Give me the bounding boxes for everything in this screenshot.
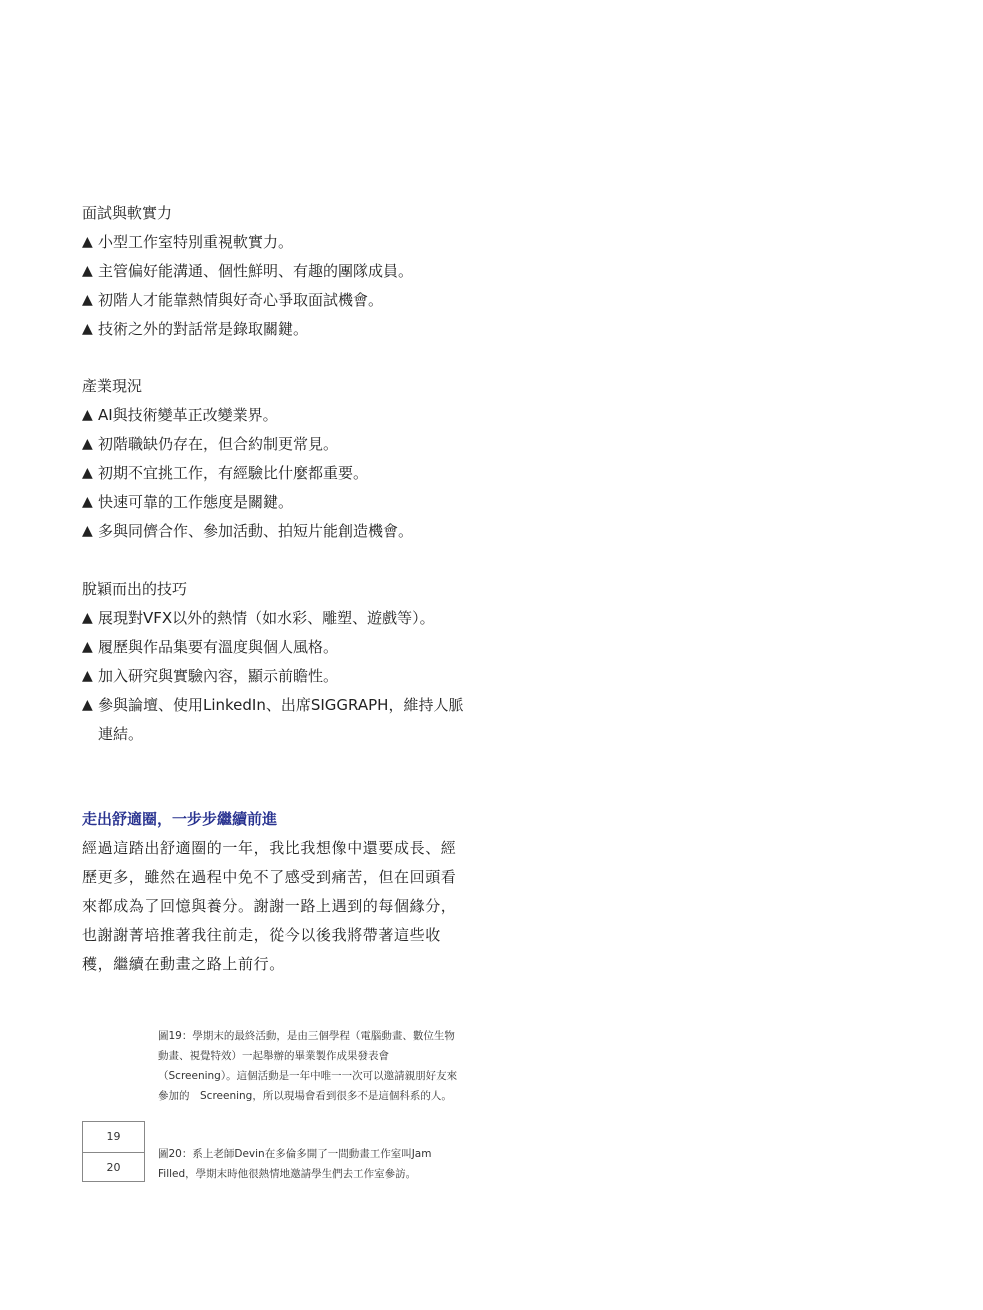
section-closing <box>82 805 467 979</box>
figure-number-box <box>82 1121 145 1182</box>
list-item: ▲ 初期不宜挑工作，有經驗比什麼都重要。 <box>82 459 482 488</box>
figure-number: 20 <box>106 1161 121 1174</box>
section-industry <box>82 372 482 546</box>
list-item: ▲ 展現對VFX以外的熱情（如水彩、雕塑、遊戲等）。 <box>82 604 468 633</box>
section-title: 脫穎而出的技巧 <box>82 580 188 598</box>
list-item: ▲ 小型工作室特別重視軟實力。 <box>82 228 482 257</box>
list-item: ▲ AI與技術變革正改變業界。 <box>82 401 482 430</box>
list-item: ▲ 加入研究與實驗內容，顯示前瞻性。 <box>82 662 468 691</box>
section-interview <box>82 199 482 344</box>
list-item: ▲ 快速可靠的工作態度是關鍵。 <box>82 488 482 517</box>
section-standout <box>82 575 482 749</box>
figure-caption-19: 圖19：學期末的最終活動，是由三個學程（電腦動畫、數位生物動畫、視覺特效）一起舉辦的畢業製作成果發表會（Screening）。這個活動是一年中唯一一次可以邀請親朋好友來參加的 Screening，所以現場會看到很多不是這個科系的人。 <box>158 1030 458 1102</box>
section-title: 走出舒適圈，一步步繼續前進 <box>82 810 278 828</box>
section-title: 產業現況 <box>82 377 143 395</box>
figure-caption-20: 圖20：系上老師Devin在多倫多開了一間動畫工作室叫Jam Filled，學期末時他很熱情地邀請學生們去工作室參訪。 <box>158 1148 432 1180</box>
list-item: ▲ 多與同儕合作、參加活動、拍短片能創造機會。 <box>82 517 482 546</box>
figure-number: 19 <box>83 1122 144 1153</box>
section-title: 面試與軟實力 <box>82 204 173 222</box>
list-item: ▲ 參與論壇、使用LinkedIn、出席SIGGRAPH，維持人脈連結。 <box>82 691 468 749</box>
list-item: ▲ 初階人才能靠熱情與好奇心爭取面試機會。 <box>82 286 482 315</box>
body-paragraph: 經過這踏出舒適圈的一年，我比我想像中還要成長、經歷更多，雖然在過程中免不了感受到痛苦，但在回頭看來都成為了回憶與養分。謝謝一路上遇到的每個緣分，也謝謝菁培推著我往前走，從今以後我將帶著這些收穫，繼續在動畫之路上前行。 <box>82 839 457 973</box>
list-item: ▲ 主管偏好能溝通、個性鮮明、有趣的團隊成員。 <box>82 257 482 286</box>
list-item: ▲ 技術之外的對話常是錄取關鍵。 <box>82 315 482 344</box>
list-item: ▲ 初階職缺仍存在，但合約制更常見。 <box>82 430 482 459</box>
list-item: ▲ 履歷與作品集要有溫度與個人風格。 <box>82 633 468 662</box>
